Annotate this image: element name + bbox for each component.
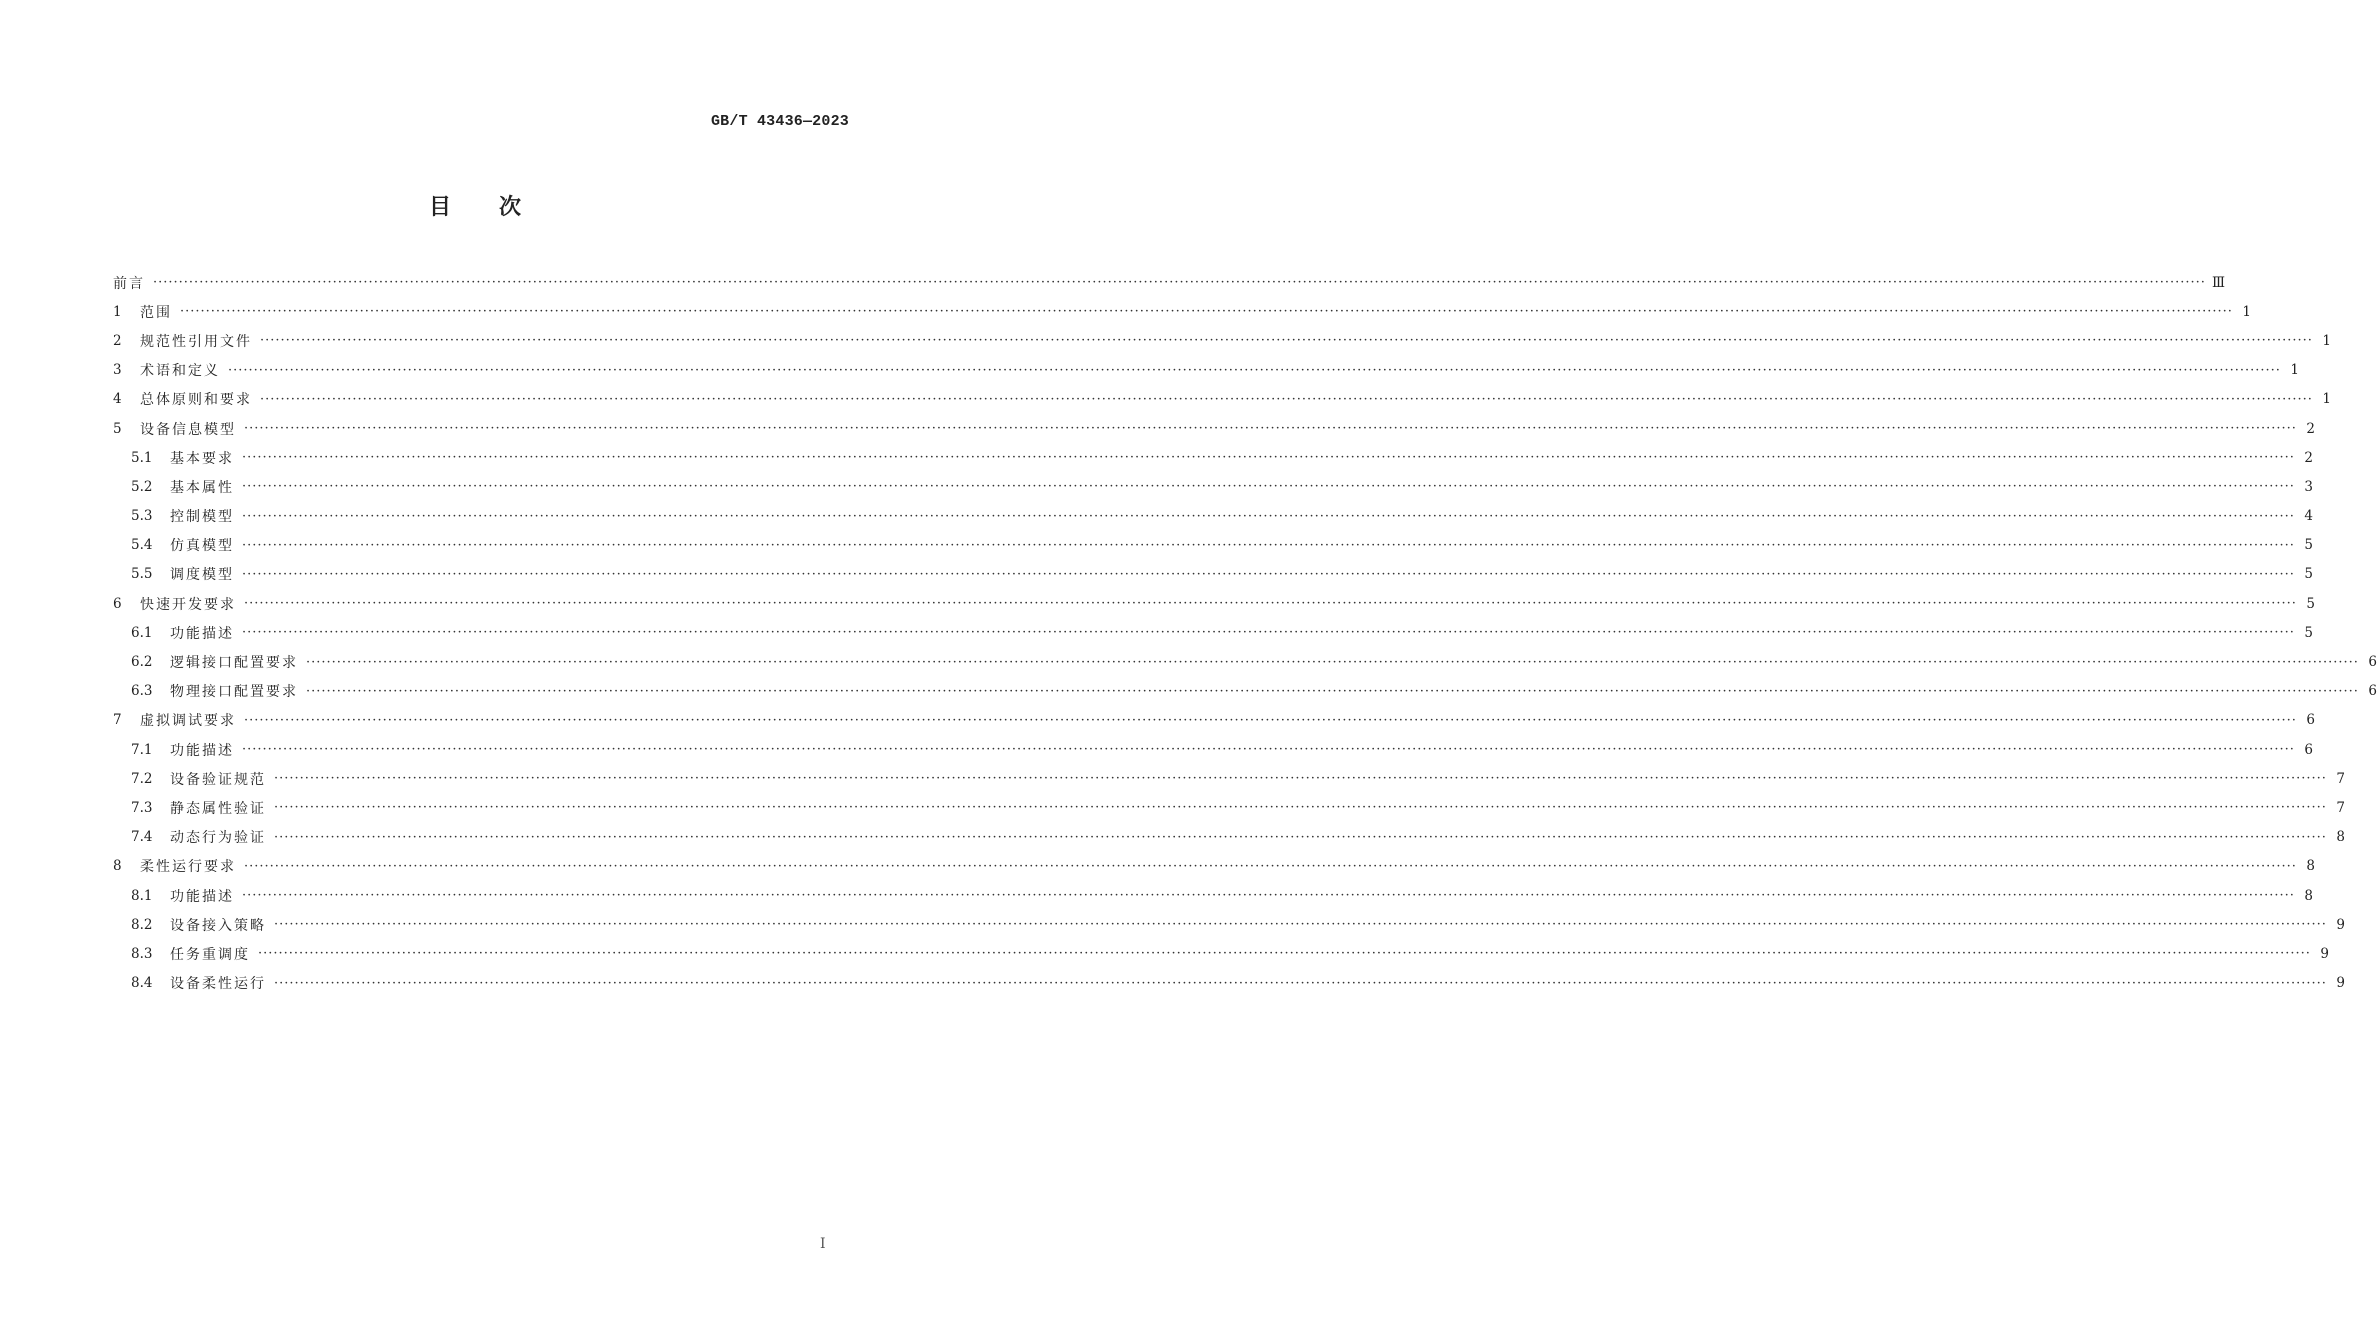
page-number: I: [820, 1236, 826, 1252]
dot-leader: ················································································································································································································································································································································································································: [242, 625, 2295, 641]
toc-entry-page: 4: [2304, 508, 2313, 525]
dot-leader: ················································································································································································································································································································································································································: [306, 683, 2359, 699]
toc-entry-page: 5: [2304, 624, 2313, 641]
dot-leader: ················································································································································································································································································································································································································: [244, 421, 2297, 437]
standard-code: GB/T 43436—2023: [710, 113, 849, 130]
toc-entry-number: 7: [113, 712, 122, 729]
toc-entry[interactable]: [113, 735, 2313, 764]
toc-entry-label: 术语和定义: [140, 363, 220, 380]
toc-entry-label: 任务重调度: [170, 946, 250, 963]
dot-leader: ················································································································································································································································································································································································································: [242, 888, 2295, 904]
dot-leader: ················································································································································································································································································································································································································: [244, 712, 2297, 728]
dot-leader: ················································································································································································································································································································································································································: [258, 946, 2311, 962]
dot-leader: ················································································································································································································································································································································································································: [153, 275, 2206, 291]
toc-entry-page: 9: [2320, 945, 2329, 962]
toc-entry-number: 5.3: [131, 508, 153, 525]
dot-leader: ················································································································································································································································································································································································································: [274, 829, 2327, 845]
dot-leader: ················································································································································································································································································································································································································: [244, 596, 2297, 612]
toc-entry-label: 功能描述: [170, 625, 234, 642]
toc-entry-label: 仿真模型: [170, 538, 234, 555]
toc-entry-label: 动态行为验证: [170, 830, 266, 847]
toc-entry-label: 设备验证规范: [170, 771, 266, 788]
page-title: 目次: [428, 195, 569, 220]
dot-leader: ················································································································································································································································································································································································································: [180, 304, 2233, 320]
dot-leader: ················································································································································································································································································································································································································: [244, 858, 2297, 874]
dot-leader: ················································································································································································································································································································································································································: [274, 771, 2327, 787]
toc-entry-page: 2: [2304, 449, 2313, 466]
toc-entry-page: 1: [2322, 391, 2331, 408]
dot-leader: ················································································································································································································································································································································································································: [242, 537, 2295, 553]
toc-entry[interactable]: [113, 472, 2313, 501]
dot-leader: ················································································································································································································································································································································································································: [242, 479, 2295, 495]
toc-entry-page: 6: [2368, 654, 2377, 671]
toc-entry-number: 6.2: [131, 654, 153, 671]
toc-entry-label: 总体原则和要求: [140, 392, 252, 409]
toc-entry-number: 6.1: [131, 624, 153, 641]
dot-leader: ················································································································································································································································································································································································································: [274, 917, 2327, 933]
toc-entry[interactable]: [113, 910, 2345, 939]
toc-entry-label: 静态属性验证: [170, 800, 266, 817]
toc-entry-label: 逻辑接口配置要求: [170, 655, 298, 672]
toc-entry[interactable]: [113, 502, 2313, 531]
toc-entry-number: 2: [113, 332, 122, 349]
dot-leader: ················································································································································································································································································································································································································: [242, 566, 2295, 582]
toc-entry-label: 设备信息模型: [140, 421, 236, 438]
toc-entry-number: 6.3: [131, 683, 153, 700]
dot-leader: ················································································································································································································································································································································································································: [260, 333, 2313, 349]
toc-entry-label: 虚拟调试要求: [140, 713, 236, 730]
toc-entry[interactable]: [113, 297, 2251, 326]
toc-entry-label: 范围: [140, 304, 172, 321]
toc-entry[interactable]: [113, 560, 2313, 589]
toc-entry-page: 9: [2336, 975, 2345, 992]
dot-leader: ················································································································································································································································································································································································································: [242, 450, 2295, 466]
dot-leader: ················································································································································································································································································································································································································: [274, 975, 2327, 991]
toc-entry[interactable]: [113, 939, 2329, 968]
toc-entry-label: 柔性运行要求: [140, 859, 236, 876]
toc-entry-page: 1: [2290, 362, 2299, 379]
toc-entry-page: 2: [2306, 420, 2315, 437]
toc-entry[interactable]: [113, 764, 2345, 793]
toc-entry[interactable]: [113, 823, 2345, 852]
toc-entry-number: 7.4: [131, 829, 153, 846]
toc-entry-page: 5: [2306, 595, 2315, 612]
toc-entry-label: 基本要求: [170, 450, 234, 467]
toc-entry-page: 7: [2336, 770, 2345, 787]
toc-entry-number: 4: [113, 391, 122, 408]
toc-entry-label: 物理接口配置要求: [170, 684, 298, 701]
toc-entry-number: 3: [113, 362, 122, 379]
toc-entry-page: 1: [2322, 332, 2331, 349]
toc-entry-label: 设备柔性运行: [170, 976, 266, 993]
toc-entry-label: 快速开发要求: [140, 596, 236, 613]
toc-entry-page: 8: [2306, 858, 2315, 875]
toc-entry-label: 设备接入策略: [170, 917, 266, 934]
table-of-contents: [113, 268, 2377, 998]
toc-entry-number: 7.3: [131, 799, 153, 816]
toc-entry[interactable]: [113, 531, 2313, 560]
toc-entry[interactable]: [113, 618, 2313, 647]
toc-entry-number: 5.5: [131, 566, 153, 583]
toc-entry-page: 8: [2336, 829, 2345, 846]
dot-leader: ················································································································································································································································································································································································································: [242, 508, 2295, 524]
toc-entry-number: 7.2: [131, 770, 153, 787]
toc-entry-number: 5.4: [131, 537, 153, 554]
dot-leader: ················································································································································································································································································································································································································: [242, 742, 2295, 758]
toc-entry[interactable]: [113, 969, 2345, 998]
toc-entry-number: 8.2: [131, 916, 153, 933]
toc-entry-page: 8: [2304, 887, 2313, 904]
toc-entry-label: 规范性引用文件: [140, 333, 252, 350]
dot-leader: ················································································································································································································································································································································································································: [260, 391, 2313, 407]
toc-entry-page: 1: [2242, 303, 2251, 320]
toc-entry-page: 7: [2336, 799, 2345, 816]
toc-entry-number: 8: [113, 858, 122, 875]
toc-entry-label: 功能描述: [170, 742, 234, 759]
toc-entry-number: 5: [113, 420, 122, 437]
toc-entry-label: 控制模型: [170, 509, 234, 526]
toc-entry-label: 功能描述: [170, 888, 234, 905]
toc-entry[interactable]: [113, 647, 2377, 676]
toc-entry-page: 3: [2304, 478, 2313, 495]
toc-entry[interactable]: [113, 852, 2315, 881]
toc-entry[interactable]: [113, 881, 2313, 910]
toc-entry[interactable]: [113, 268, 2225, 297]
toc-entry-page: Ⅲ: [2211, 274, 2225, 291]
toc-entry[interactable]: [113, 326, 2331, 355]
toc-entry[interactable]: [113, 414, 2315, 443]
toc-entry-page: 6: [2306, 712, 2315, 729]
toc-entry-page: 6: [2304, 741, 2313, 758]
toc-entry[interactable]: [113, 356, 2299, 385]
toc-entry-number: 1: [113, 303, 122, 320]
toc-entry-number: 8.1: [131, 887, 153, 904]
toc-entry-page: 9: [2336, 916, 2345, 933]
toc-entry[interactable]: [113, 589, 2315, 618]
toc-entry-number: 8.4: [131, 975, 153, 992]
dot-leader: ················································································································································································································································································································································································································: [274, 800, 2327, 816]
toc-entry[interactable]: [113, 677, 2377, 706]
toc-entry-page: 5: [2304, 537, 2313, 554]
toc-entry[interactable]: [113, 443, 2313, 472]
toc-entry-number: 6: [113, 595, 122, 612]
toc-entry-page: 6: [2368, 683, 2377, 700]
toc-entry-number: 5.2: [131, 478, 153, 495]
toc-entry[interactable]: [113, 793, 2345, 822]
toc-entry-page: 5: [2304, 566, 2313, 583]
toc-entry[interactable]: [113, 385, 2331, 414]
toc-entry-number: 8.3: [131, 945, 153, 962]
toc-entry-label: 基本属性: [170, 479, 234, 496]
toc-entry-label: 调度模型: [170, 567, 234, 584]
toc-entry-number: 5.1: [131, 449, 153, 466]
toc-entry[interactable]: [113, 706, 2315, 735]
toc-entry-number: 7.1: [131, 741, 153, 758]
toc-entry-label: 前言: [113, 275, 145, 292]
dot-leader: ················································································································································································································································································································································································································: [228, 362, 2281, 378]
dot-leader: ················································································································································································································································································································································································································: [306, 654, 2359, 670]
